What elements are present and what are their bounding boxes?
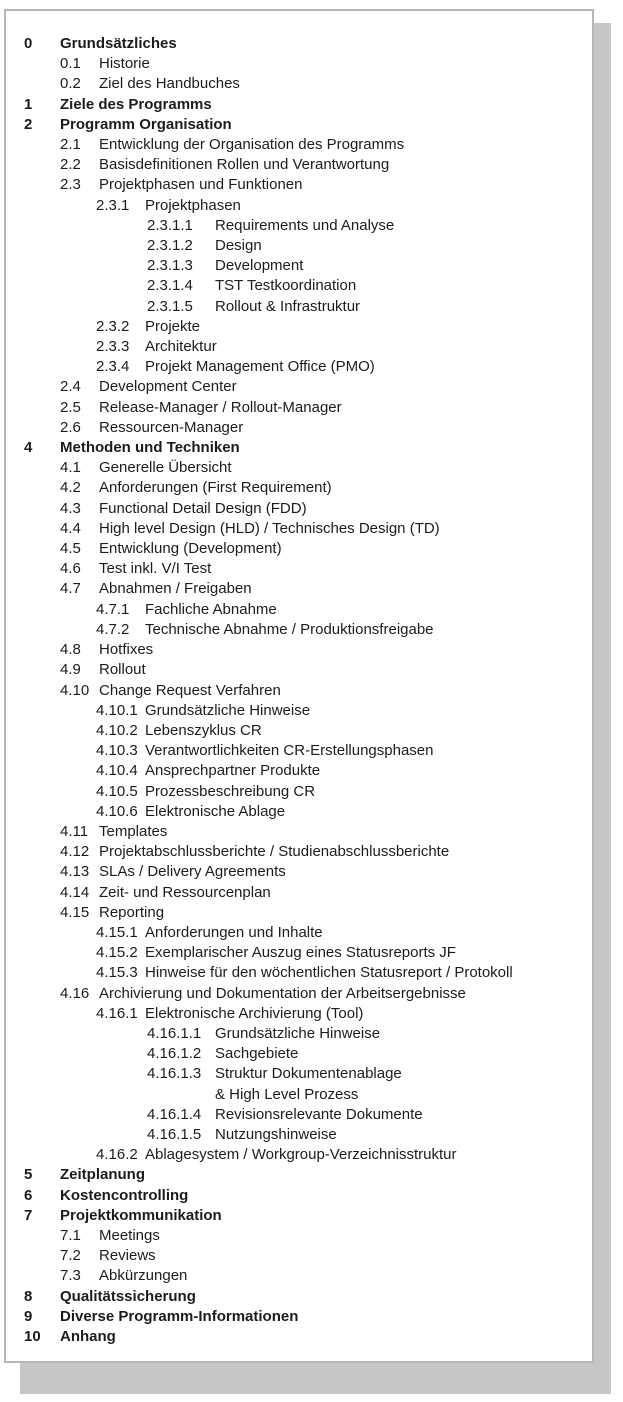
toc-entry-number: 2 <box>24 115 33 133</box>
toc-entry-number: 4.10.4 <box>96 762 138 780</box>
toc-entry-number: 4.8 <box>60 641 81 659</box>
toc-entry-label: Struktur Dokumentenablage <box>215 1065 402 1083</box>
toc-entry <box>6 317 592 337</box>
toc-entry <box>6 115 592 135</box>
toc-entry <box>6 398 592 418</box>
toc-entry-number: 2.1 <box>60 136 81 154</box>
toc-entry <box>6 458 592 478</box>
toc-entry <box>6 1044 592 1064</box>
toc-entry <box>6 923 592 943</box>
toc-entry-number: 4.10.5 <box>96 782 138 800</box>
toc-entry-number: 4.7 <box>60 580 81 598</box>
toc-entry <box>6 579 592 599</box>
toc-entry-number: 4.10.1 <box>96 701 138 719</box>
toc-entry-label: Requirements und Analyse <box>215 216 395 234</box>
toc-entry <box>6 74 592 94</box>
document-page <box>4 9 594 1363</box>
toc-entry-number: 5 <box>24 1166 33 1184</box>
toc-entry <box>6 761 592 781</box>
toc-entry-number: 4.7.1 <box>96 600 130 618</box>
toc-entry-label: Hotfixes <box>99 641 154 659</box>
toc-entry <box>6 1206 592 1226</box>
toc-entry <box>6 701 592 721</box>
toc-entry <box>6 1085 592 1105</box>
toc-entry-label: Kostencontrolling <box>60 1186 189 1204</box>
toc-entry <box>6 862 592 882</box>
toc-entry-label: Rollout & Infrastruktur <box>215 297 361 315</box>
toc-entry-label: Abkürzungen <box>99 1267 188 1285</box>
toc-entry-number: 2.3.1.5 <box>147 297 193 315</box>
toc-entry-number: 4.13 <box>60 863 90 881</box>
toc-entry <box>6 1064 592 1084</box>
toc-entry-label: Anforderungen und Inhalte <box>145 923 323 941</box>
toc-entry <box>6 216 592 236</box>
toc-entry-number: 4.5 <box>60 540 81 558</box>
toc-entry-number: 2.3.3 <box>96 338 130 356</box>
toc-entry-label: Release-Manager / Rollout-Manager <box>99 398 342 416</box>
toc-entry <box>6 721 592 741</box>
toc-entry-number: 7 <box>24 1206 33 1224</box>
toc-entry <box>6 620 592 640</box>
toc-entry-number: 2.3.1.4 <box>147 277 193 295</box>
toc-entry <box>6 559 592 579</box>
toc-entry-label: Lebenszyklus CR <box>145 721 262 739</box>
toc-entry <box>6 155 592 175</box>
toc-entry-label: Exemplarischer Auszug eines Statusreports JF <box>145 944 456 962</box>
toc-entry-label: Projektkommunikation <box>60 1206 222 1224</box>
toc-entry-number: 2.2 <box>60 156 81 174</box>
toc-entry-number: 4 <box>24 439 33 457</box>
toc-entry <box>6 782 592 802</box>
toc-entry-number: 2.3.4 <box>96 358 130 376</box>
toc-entry-label: Rollout <box>99 661 146 679</box>
toc-entry <box>6 1327 592 1347</box>
toc-entry-number: 4.6 <box>60 560 81 578</box>
toc-entry-label: Technische Abnahme / Produktionsfreigabe <box>145 620 434 638</box>
toc-entry-label: Reviews <box>99 1247 156 1265</box>
toc-entry-label: Meetings <box>99 1226 160 1244</box>
toc-entry <box>6 54 592 74</box>
toc-entry <box>6 438 592 458</box>
toc-entry-number: 2.3 <box>60 176 81 194</box>
toc-entry-label: Historie <box>99 55 150 73</box>
toc-entry-label: Diverse Programm-Informationen <box>60 1307 299 1325</box>
toc-entry-label: Reporting <box>99 903 165 921</box>
toc-entry <box>6 802 592 822</box>
toc-entry-number: 2.3.2 <box>96 317 130 335</box>
toc-entry <box>6 681 592 701</box>
toc-entry <box>6 95 592 115</box>
toc-entry-label: Projektphasen und Funktionen <box>99 176 303 194</box>
toc-entry <box>6 660 592 680</box>
toc-entry-label: Zeitplanung <box>60 1166 145 1184</box>
toc-entry-number: 4.16 <box>60 984 90 1002</box>
toc-entry-label: Methoden und Techniken <box>60 439 240 457</box>
toc-entry-label: Ziele des Programms <box>60 95 212 113</box>
toc-entry-label: Sachgebiete <box>215 1045 299 1063</box>
toc-entry-number: 2.3.1 <box>96 196 130 214</box>
toc-entry-label: Generelle Übersicht <box>99 459 232 477</box>
toc-entry <box>6 1024 592 1044</box>
toc-entry-label: Elektronische Archivierung (Tool) <box>145 1004 364 1022</box>
toc-entry <box>6 984 592 1004</box>
toc-entry <box>6 1004 592 1024</box>
toc-entry-number: 4.16.1.5 <box>147 1125 202 1143</box>
toc-entry <box>6 741 592 761</box>
toc-entry-number: 4.11 <box>60 822 89 840</box>
toc-entry-label: Nutzungshinweise <box>215 1125 337 1143</box>
toc-entry <box>6 883 592 903</box>
toc-entry-label: Anforderungen (First Requirement) <box>99 479 332 497</box>
toc-entry <box>6 640 592 660</box>
toc-entry <box>6 903 592 923</box>
toc-entry-number: 4.14 <box>60 883 90 901</box>
toc-entry-label: Verantwortlichkeiten CR-Erstellungsphasen <box>145 742 434 760</box>
toc-entry <box>6 135 592 155</box>
toc-entry-number: 2.3.1.1 <box>147 216 193 234</box>
toc-entry-label: Ressourcen-Manager <box>99 418 244 436</box>
toc-entry-number: 4.16.1.3 <box>147 1065 202 1083</box>
toc-entry-number: 8 <box>24 1287 33 1305</box>
toc-entry <box>6 377 592 397</box>
toc-entry-label: Elektronische Ablage <box>145 802 286 820</box>
toc-entry-number: 2.5 <box>60 398 81 416</box>
toc-entry <box>6 822 592 842</box>
toc-entry-label: Archivierung und Dokumentation der Arbeitsergebnisse <box>99 984 466 1002</box>
toc-entry <box>6 1186 592 1206</box>
toc-entry-number: 4.16.2 <box>96 1146 138 1164</box>
toc-entry-number: 0.1 <box>60 55 81 73</box>
toc-entry-number: 2.3.1.3 <box>147 257 193 275</box>
toc-entry-number: 4.16.1.2 <box>147 1045 202 1063</box>
toc-entry <box>6 34 592 54</box>
toc-entry-label: Projektphasen <box>145 196 241 214</box>
toc-entry-number: 10 <box>24 1328 41 1345</box>
toc-entry-label: Functional Detail Design (FDD) <box>99 499 307 517</box>
toc-entry-number: 4.15.1 <box>96 923 138 941</box>
toc-entry-number: 4.15.3 <box>96 964 138 982</box>
toc-entry-label: Design <box>215 237 262 255</box>
toc-entry-label: TST Testkoordination <box>215 277 357 295</box>
toc-entry-number: 1 <box>24 95 33 113</box>
toc-entry-label: Fachliche Abnahme <box>145 600 277 618</box>
toc-entry-label: Change Request Verfahren <box>99 681 281 699</box>
toc-entry-number: 6 <box>24 1186 33 1204</box>
toc-entry <box>6 236 592 256</box>
toc-entry-label: Prozessbeschreibung CR <box>145 782 316 800</box>
toc-entry-label: High level Design (HLD) / Technisches Design (TD) <box>99 519 440 537</box>
toc-entry-label: Grundsätzliche Hinweise <box>145 701 311 719</box>
toc-entry <box>6 943 592 963</box>
toc-entry <box>6 175 592 195</box>
toc-entry-number: 4.1 <box>60 459 81 477</box>
toc-entry-number: 2.4 <box>60 378 81 396</box>
toc-entry-label: Architektur <box>145 338 217 356</box>
toc-entry-label: Abnahmen / Freigaben <box>99 580 252 598</box>
table-of-contents <box>6 11 592 1347</box>
toc-entry-number: 4.2 <box>60 479 81 497</box>
toc-entry-number: 0.2 <box>60 75 81 93</box>
toc-entry <box>6 1307 592 1327</box>
toc-entry-label: Entwicklung (Development) <box>99 540 282 558</box>
toc-entry-label: Grundsätzliche Hinweise <box>215 1024 381 1042</box>
toc-entry-label: Grundsätzliches <box>60 35 177 52</box>
toc-entry-number: 4.7.2 <box>96 620 130 638</box>
toc-entry-label: Projekt Management Office (PMO) <box>145 358 375 376</box>
toc-entry-number: 7.3 <box>60 1267 81 1285</box>
toc-entry-label: Test inkl. V/I Test <box>99 560 212 578</box>
toc-entry-label: Entwicklung der Organisation des Programms <box>99 136 405 154</box>
toc-entry <box>6 963 592 983</box>
toc-entry-label: Projektabschlussberichte / Studienabschlussberichte <box>99 843 450 861</box>
toc-entry <box>6 297 592 317</box>
toc-entry <box>6 357 592 377</box>
toc-entry-label: Templates <box>99 822 168 840</box>
toc-entry <box>6 842 592 862</box>
toc-entry-label: Zeit- und Ressourcenplan <box>99 883 271 901</box>
toc-entry <box>6 1105 592 1125</box>
toc-entry <box>6 600 592 620</box>
toc-entry-label: Anhang <box>60 1328 116 1345</box>
toc-entry <box>6 478 592 498</box>
toc-entry-label: Ablagesystem / Workgroup-Verzeichnisstruktur <box>145 1146 457 1164</box>
toc-entry-number: 9 <box>24 1307 33 1325</box>
toc-entry-number: 4.12 <box>60 843 90 861</box>
toc-entry-label: Basisdefinitionen Rollen und Verantwortung <box>99 156 390 174</box>
toc-entry-number: 4.16.1.4 <box>147 1105 202 1123</box>
toc-entry-number: 2.3.1.2 <box>147 237 193 255</box>
toc-entry-number: 4.15.2 <box>96 944 138 962</box>
toc-entry <box>6 1266 592 1286</box>
toc-entry <box>6 539 592 559</box>
toc-entry-number: 2.6 <box>60 418 81 436</box>
toc-entry <box>6 1226 592 1246</box>
toc-entry-number: 0 <box>24 35 33 52</box>
toc-entry <box>6 1246 592 1266</box>
toc-entry-number: 4.3 <box>60 499 81 517</box>
toc-entry-number <box>147 1085 208 1105</box>
toc-entry-number: 4.15 <box>60 903 90 921</box>
toc-entry <box>6 256 592 276</box>
toc-entry <box>6 418 592 438</box>
toc-entry-number: 4.10.6 <box>96 802 138 820</box>
toc-entry-number: 4.4 <box>60 519 81 537</box>
toc-entry <box>6 1125 592 1145</box>
toc-entry <box>6 519 592 539</box>
toc-entry-label: Development Center <box>99 378 237 396</box>
toc-entry-label: SLAs / Delivery Agreements <box>99 863 286 881</box>
toc-entry-label: Ziel des Handbuches <box>99 75 240 93</box>
toc-entry-number: 7.2 <box>60 1247 81 1265</box>
toc-entry-number: 4.10.3 <box>96 742 138 760</box>
toc-entry <box>6 499 592 519</box>
toc-entry-number: 4.10 <box>60 681 90 699</box>
toc-entry-label: Ansprechpartner Produkte <box>145 762 321 780</box>
toc-entry-number: 4.16.1 <box>96 1004 138 1022</box>
toc-entry-label: Qualitätssicherung <box>60 1287 196 1305</box>
toc-entry-label: Development <box>215 257 304 275</box>
toc-entry-label: Hinweise für den wöchentlichen Statusreport / Protokoll <box>145 964 513 982</box>
toc-entry-number: 4.10.2 <box>96 721 138 739</box>
toc-entry-number: 4.16.1.1 <box>147 1024 202 1042</box>
toc-entry <box>6 1145 592 1165</box>
toc-entry <box>6 337 592 357</box>
toc-entry <box>6 196 592 216</box>
toc-entry-label: Revisionsrelevante Dokumente <box>215 1105 423 1123</box>
toc-entry <box>6 1165 592 1185</box>
toc-entry-number: 7.1 <box>60 1226 81 1244</box>
toc-entry-number: 4.9 <box>60 661 81 679</box>
toc-entry-label: Projekte <box>145 317 201 335</box>
toc-entry <box>6 1287 592 1307</box>
toc-entry <box>6 276 592 296</box>
toc-entry-label: Programm Organisation <box>60 115 232 133</box>
toc-entry-label: & High Level Prozess <box>215 1085 359 1103</box>
